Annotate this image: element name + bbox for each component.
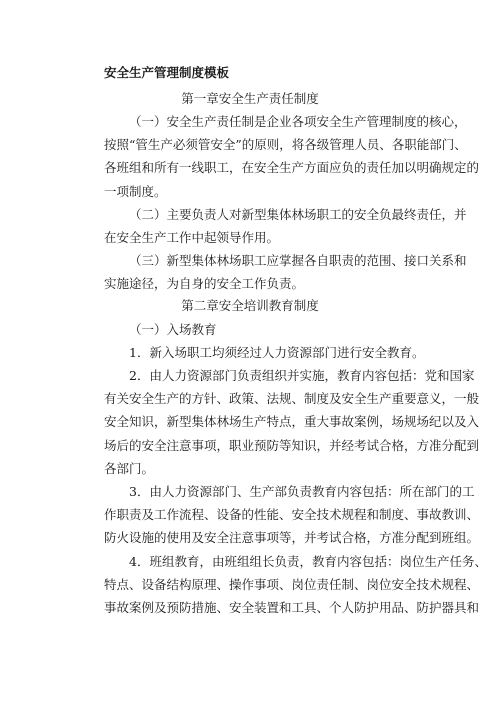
paragraph-line: 有关安全生产的方针、政策、法规、制度及安全生产重要意义，一般	[104, 391, 480, 407]
paragraph-line: 3．由人力资源部门、生产部负责教育内容包括：所在部门的工	[129, 484, 475, 499]
paragraph-line: 事故案例及预防措施、安全装置和工具、个人防护用品、防护器具和	[104, 600, 480, 616]
chapter-2-item-3	[104, 480, 479, 550]
chapter-2-subheading-1	[104, 318, 217, 341]
paragraph-line: 实施途径，为自身的安全工作负责。	[104, 276, 305, 292]
subheading-line: （一）入场教育	[129, 322, 217, 337]
paragraph-line: 场后的安全注意事项，职业预防等知识，并经考试合格，方准分配到	[104, 437, 480, 453]
paragraph-line: （三）新型集体林场职工应掌握各自职责的范围、接口关系和	[129, 253, 467, 268]
chapter-2-item-4	[104, 550, 487, 620]
chapter-2-item-2	[104, 364, 479, 480]
chapter-1-heading: 第一章安全生产责任制度	[181, 91, 319, 106]
paragraph-line: 特点、设备结构原理、操作事项、岗位责任制、岗位安全技术规程、	[104, 577, 480, 593]
paragraph-line: 2．由人力资源部门负责组织并实施，教育内容包括：党和国家	[129, 368, 475, 383]
paragraph-line: 防火设施的使用及安全注意事项等，并考试合格，方准分配到班组。	[104, 530, 480, 546]
paragraph-line: 按照“管生产必须管安全”的原则，将各级管理人员、各职能部门、	[104, 137, 467, 153]
paragraph-line: 1．新入场职工均须经过人力资源部门进行安全教育。	[129, 345, 425, 360]
chapter-2-item-1	[104, 341, 424, 364]
paragraph-line: 4．班组教育，由班组组长负责，教育内容包括：岗位生产任务、	[129, 554, 487, 569]
paragraph-line: 安全知识，新型集体林场生产特点，重大事故案例，场规场纪以及入	[104, 414, 480, 430]
paragraph-line: 一项制度。	[104, 183, 167, 199]
paragraph-line: 作职责及工作流程、设备的性能、安全技术规程和制度、事故教训、	[104, 507, 480, 523]
document-title: 安全生产管理制度模板	[104, 65, 230, 80]
chapter-1-paragraph-1	[104, 110, 479, 203]
chapter-2-heading: 第二章安全培训教育制度	[181, 298, 319, 313]
paragraph-line: 各部门。	[104, 460, 155, 476]
paragraph-line: （一）安全生产责任制是企业各项安全生产管理制度的核心，	[129, 114, 467, 129]
chapter-1-paragraph-3	[104, 249, 467, 295]
chapter-1-paragraph-2	[104, 203, 467, 249]
paragraph-line: 在安全生产工作中起领导作用。	[104, 230, 280, 246]
paragraph-line: 各班组和所有一线职工，在安全生产方面应负的责任加以明确规定的	[104, 160, 480, 176]
paragraph-line: （二）主要负责人对新型集体林场职工的安全负最终责任，并	[129, 207, 467, 222]
